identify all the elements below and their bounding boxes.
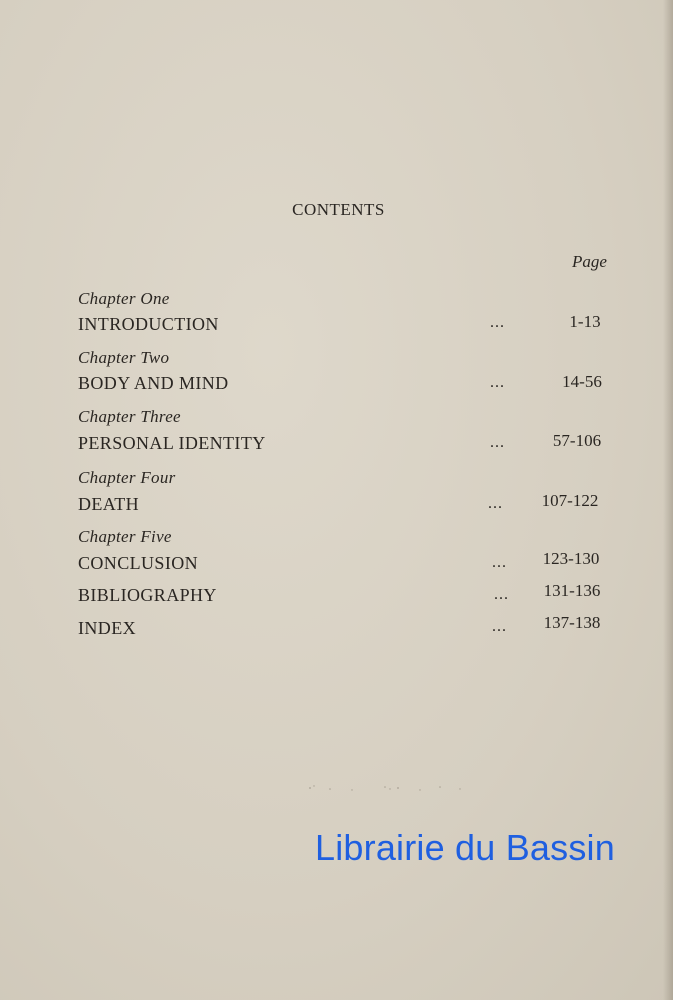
entry-title: INTRODUCTION	[78, 314, 219, 334]
entry-title: PERSONAL IDENTITY	[78, 433, 266, 453]
page-range: 137-138	[543, 613, 601, 632]
bookseller-watermark: Librairie du Bassin	[315, 827, 615, 868]
chapter-label: Chapter Five	[78, 527, 172, 546]
entry-title: INDEX	[78, 618, 136, 638]
chapter-label: Chapter One	[78, 289, 170, 308]
contents-heading: CONTENTS	[292, 200, 385, 219]
page-range: 131-136	[543, 581, 601, 600]
entry-title: BIBLIOGRAPHY	[78, 585, 217, 605]
page-column-label: Page	[572, 252, 607, 271]
leader-dots: ...	[492, 554, 507, 571]
leader-dots: ...	[490, 314, 505, 331]
leader-dots: ...	[492, 618, 507, 635]
paper-specks	[290, 780, 470, 796]
entry-title: DEATH	[78, 494, 139, 514]
page-range: 1-13	[569, 312, 601, 331]
leader-dots: ...	[490, 434, 505, 451]
chapter-label: Chapter Four	[78, 468, 176, 487]
page-range: 107-122	[541, 491, 599, 510]
leader-dots: ...	[494, 586, 509, 603]
page-range: 14-56	[562, 372, 602, 391]
page-edge-shadow	[663, 0, 673, 1000]
chapter-label: Chapter Three	[78, 407, 181, 426]
entry-title: CONCLUSION	[78, 553, 199, 573]
page-range: 57-106	[552, 431, 602, 450]
leader-dots: ...	[490, 374, 505, 391]
chapter-label: Chapter Two	[78, 348, 170, 367]
page-range: 123-130	[542, 549, 600, 568]
entry-title: BODY AND MIND	[78, 373, 229, 393]
leader-dots: ...	[488, 495, 503, 512]
